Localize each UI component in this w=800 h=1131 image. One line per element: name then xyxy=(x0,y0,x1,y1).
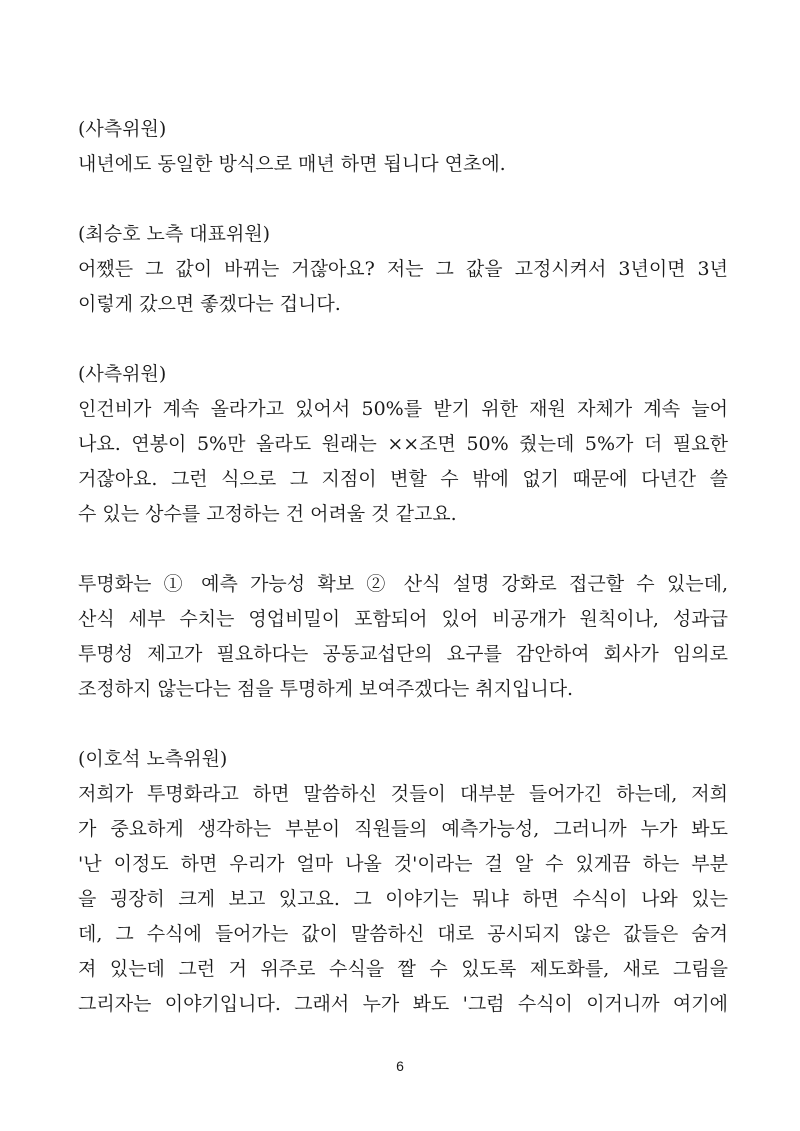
text-line: 조정하지 않는다는 점을 투명하게 보여주겠다는 취지입니다. xyxy=(78,678,574,700)
paragraph xyxy=(78,357,728,532)
text-line: 거잖아요. 그런 식으로 그 지점이 변할 수 밖에 없기 때문에 다년간 쓸 xyxy=(78,468,728,490)
text-line: 져 있는데 그런 거 위주로 수식을 짤 수 있도록 제도화를, 새로 그림을 xyxy=(78,958,728,980)
text-line: 나요. 연봉이 5%만 올라도 원래는 ××조면 50% 줬는데 5%가 더 필요한 xyxy=(78,433,728,455)
paragraph xyxy=(78,217,728,322)
text-line: 그리자는 이야기입니다. 그래서 누가 봐도 '그럼 수식이 이거니까 여기에 xyxy=(78,993,728,1015)
transcript-body xyxy=(78,112,728,1022)
speaker-label: (최승호 노측 대표위원) xyxy=(78,223,271,245)
speaker-label: (사측위원) xyxy=(78,118,167,140)
text-line: 내년에도 동일한 방식으로 매년 하면 됩니다 연초에. xyxy=(78,153,506,175)
text-line: 을 굉장히 크게 보고 있고요. 그 이야기는 뭐냐 하면 수식이 나와 있는 xyxy=(78,888,728,910)
text-line: 인건비가 계속 올라가고 있어서 50%를 받기 위한 재원 자체가 계속 늘어 xyxy=(78,398,728,420)
page-number: 6 xyxy=(396,1058,404,1074)
text-line: 저희가 투명화라고 하면 말씀하신 것들이 대부분 들어가긴 하는데, 저희 xyxy=(78,783,728,805)
text-line: 산식 세부 수치는 영업비밀이 포함되어 있어 비공개가 원칙이나, 성과급 xyxy=(78,608,728,630)
paragraph xyxy=(78,742,728,1022)
text-line: 투명성 제고가 필요하다는 공동교섭단의 요구를 감안하여 회사가 임의로 xyxy=(78,643,728,665)
text-line: 가 중요하게 생각하는 부분이 직원들의 예측가능성, 그러니까 누가 봐도 xyxy=(78,818,728,840)
text-line: '난 이정도 하면 우리가 얼마 나올 것'이라는 걸 알 수 있게끔 하는 부분 xyxy=(78,853,728,875)
text-line: 어쨌든 그 값이 바뀌는 거잖아요? 저는 그 값을 고정시켜서 3년이면 3년 xyxy=(78,258,728,280)
speaker-label: (이호석 노측위원) xyxy=(78,748,228,770)
text-line: 이렇게 갔으면 좋겠다는 겁니다. xyxy=(78,293,341,315)
text-line: 투명화는 ① 예측 가능성 확보 ② 산식 설명 강화로 접근할 수 있는데, xyxy=(78,573,728,595)
speaker-label: (사측위원) xyxy=(78,363,167,385)
paragraph xyxy=(78,567,728,707)
text-line: 수 있는 상수를 고정하는 건 어려울 것 같고요. xyxy=(78,503,457,525)
paragraph xyxy=(78,112,728,182)
text-line: 데, 그 수식에 들어가는 값이 말씀하신 대로 공시되지 않은 값들은 숨겨 xyxy=(78,923,728,945)
